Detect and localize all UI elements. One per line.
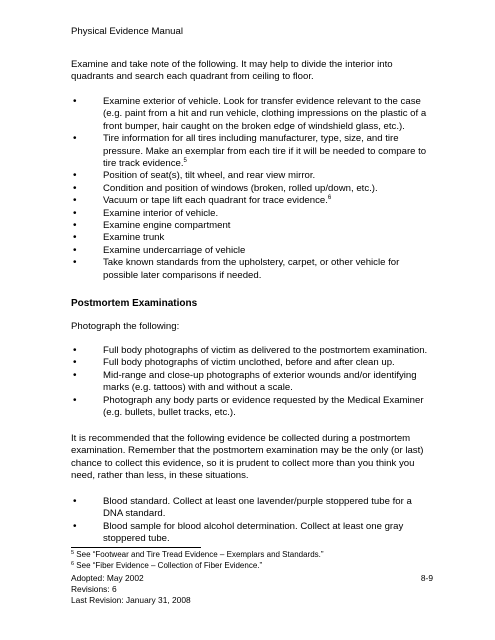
- list-item-text: Blood standard. Collect at least one lavender/purple stoppered tube for a DNA standard.: [103, 496, 412, 520]
- photo-item: [71, 357, 433, 369]
- vehicle-checklist: [71, 96, 433, 282]
- photo-item: [71, 370, 433, 395]
- list-item-text: Tire information for all tires including manufacturer, type, size, and tire pressure. Make an exemplar from each tire if it will be needed to compare to tire track evidence.: [103, 133, 427, 170]
- footer-adopted: Adopted: May 2002: [71, 573, 144, 583]
- section-heading: Postmortem Examinations: [71, 298, 198, 309]
- bullet-icon: •: [73, 232, 77, 244]
- recommendation-text: It is recommended that the following evidence be collected during a postmortem examination. Remember that the postmortem examination may be the only (or last) chance to collect this evidence, so it is prudent to collect more than you think you need, rather than less, in these situations.: [71, 433, 424, 482]
- footnote-text: See “Footwear and Tire Tread Evidence – Exemplars and Standards.”: [76, 550, 324, 559]
- list-item-text: Blood sample for blood alcohol determination. Collect at least one gray stoppered tube.: [103, 520, 404, 545]
- evidence-item: [71, 496, 433, 521]
- running-header: Physical Evidence Manual: [71, 26, 183, 37]
- footnote-5: [71, 550, 324, 560]
- intro-paragraph: [71, 59, 433, 84]
- footnote-divider: [71, 547, 201, 548]
- bullet-icon: •: [73, 345, 77, 356]
- list-item-text: Take known standards from the upholstery, carpet, or other vehicle for possible later comparisons if needed.: [103, 257, 400, 281]
- bullet-icon: •: [73, 496, 77, 507]
- bullet-icon: •: [73, 357, 77, 369]
- vehicle-item: [71, 195, 433, 207]
- footnote-number: 5: [71, 550, 75, 556]
- vehicle-item: [71, 96, 433, 133]
- footer-revisions: Revisions: 6: [71, 584, 117, 594]
- footnote-text: See “Fiber Evidence – Collection of Fiber Evidence.”: [76, 561, 263, 570]
- photo-checklist: [71, 345, 433, 419]
- bullet-icon: •: [73, 394, 77, 406]
- bullet-icon: •: [73, 257, 77, 269]
- postmortem-section: [71, 298, 433, 310]
- list-item-text: Examine undercarriage of vehicle: [103, 244, 246, 256]
- photo-intro: [71, 321, 433, 333]
- bullet-icon: •: [73, 182, 77, 194]
- list-item-text: Condition and position of windows (broken, rolled up/down, etc.).: [103, 182, 378, 194]
- list-item-text: Examine engine compartment: [103, 220, 231, 232]
- vehicle-item: [71, 183, 433, 195]
- list-item-text: Photograph any body parts or evidence requested by the Medical Examiner (e.g. bullets, bullet tracks, etc.).: [103, 394, 424, 419]
- evidence-item: [71, 521, 433, 546]
- footnote-6: [71, 561, 262, 571]
- bullet-icon: •: [73, 195, 77, 207]
- photo-list: [71, 345, 433, 419]
- vehicle-item: [71, 220, 433, 232]
- bullet-icon: •: [73, 520, 77, 532]
- vehicle-item: [71, 208, 433, 220]
- footnote-number: 6: [71, 561, 75, 567]
- intro-text: Examine and take note of the following. It may help to divide the interior into quadrants and search each quadrant from ceiling to floor.: [71, 59, 393, 83]
- vehicle-item: [71, 170, 433, 182]
- list-item-text: Full body photographs of victim unclothed, before and after clean up.: [103, 357, 395, 369]
- list-item-text: Full body photographs of victim as delivered to the postmortem examination.: [103, 345, 428, 356]
- list-item-text: Vacuum or tape lift each quadrant for trace evidence.: [103, 195, 328, 207]
- bullet-icon: •: [73, 369, 77, 381]
- bullet-icon: •: [73, 133, 77, 145]
- list-item-text: Examine interior of vehicle.: [103, 207, 219, 219]
- vehicle-list: [71, 96, 433, 282]
- recommendation: [71, 433, 433, 483]
- footnote-ref: 5: [183, 158, 187, 165]
- list-item-text: Examine trunk: [103, 232, 165, 244]
- vehicle-item: [71, 245, 433, 257]
- list-item-text: Mid-range and close-up photographs of exterior wounds and/or identifying marks (e.g. tattoos) with and without a scale.: [103, 369, 417, 394]
- photo-item: [71, 395, 433, 420]
- photo-item: [71, 345, 433, 357]
- vehicle-item: [71, 133, 433, 170]
- list-item-text: Examine exterior of vehicle. Look for transfer evidence relevant to the case (e.g. paint from a hit and run vehicle, clothing impressions on the plastic of a front bumper, hair caught on the broken edge of windshield glass, etc.).: [103, 96, 427, 132]
- page-number: 8-9: [420, 573, 433, 583]
- list-item-text: Position of seat(s), tilt wheel, and rear view mirror.: [103, 170, 316, 182]
- footnote-ref: 6: [327, 195, 332, 202]
- bullet-icon: •: [73, 207, 77, 219]
- bullet-icon: •: [73, 220, 77, 232]
- bullet-icon: •: [73, 96, 77, 107]
- evidence-list: [71, 496, 433, 546]
- evidence-checklist: [71, 496, 433, 546]
- footer-last-revision: Last Revision: January 31, 2008: [71, 595, 191, 605]
- bullet-icon: •: [73, 170, 77, 182]
- photo-intro-text: Photograph the following:: [71, 321, 180, 332]
- vehicle-item: [71, 232, 433, 244]
- bullet-icon: •: [73, 244, 77, 256]
- vehicle-item: [71, 257, 433, 282]
